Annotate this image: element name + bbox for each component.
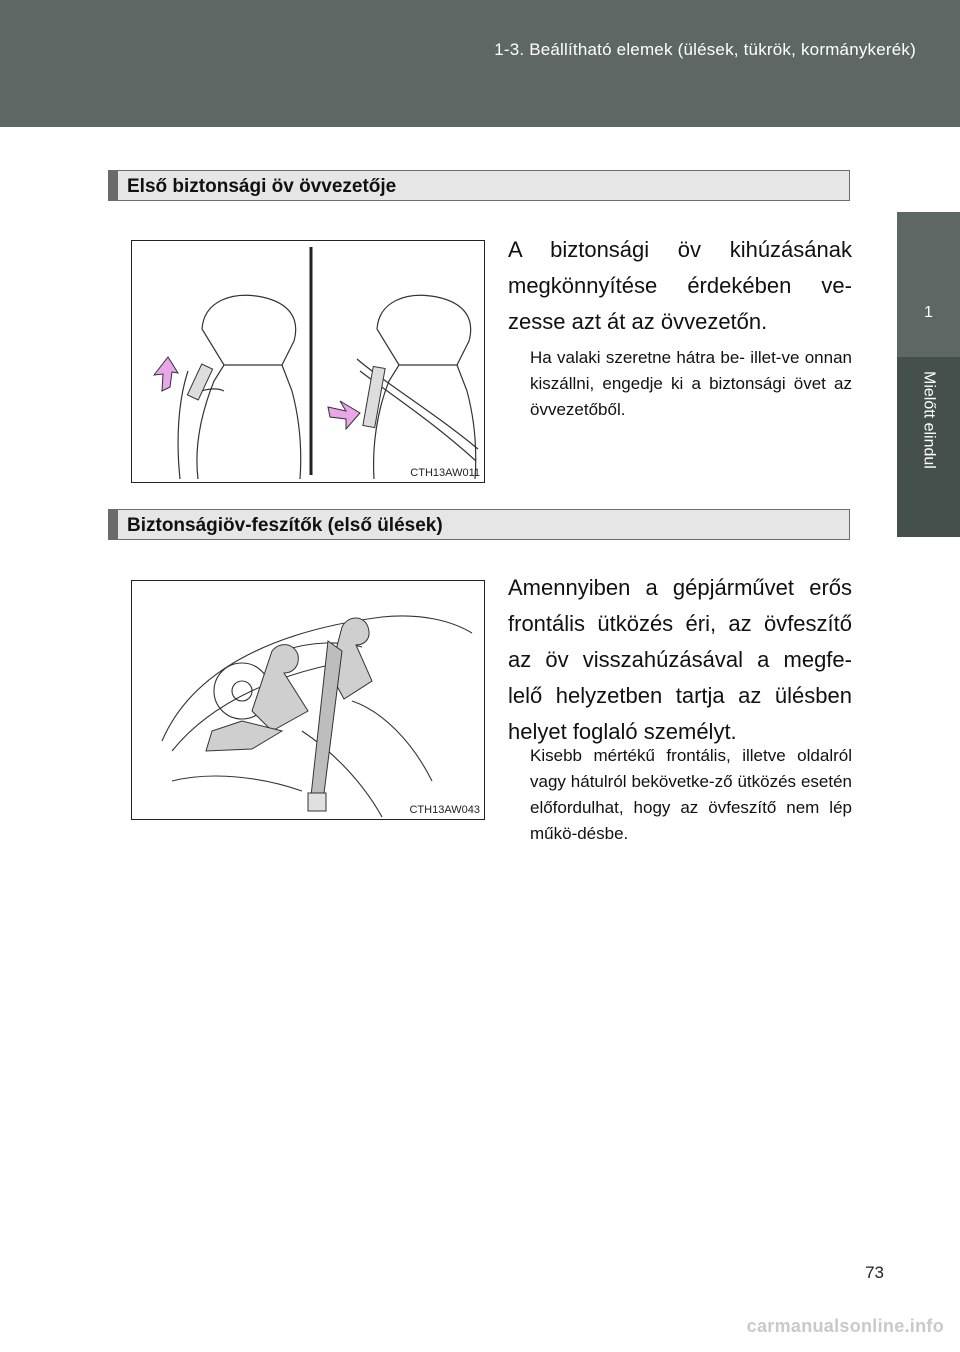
section-title: Biztonságiöv-feszítők (első ülések): [127, 515, 443, 536]
header-band: [0, 0, 960, 127]
belt-guide-illustration: [131, 240, 485, 483]
heading-marker: [109, 171, 118, 200]
seat-belt-guide-drawing: [132, 241, 485, 483]
chapter-number: 1: [924, 304, 933, 321]
pretensioner-description: Amennyiben a gépjárművet erős frontális ütközés éri, az övfeszítő az öv visszahúzásával a megfe-lelő helyzetben tartja az ülésben helyet foglaló személyt.: [508, 575, 852, 744]
chapter-tab-label-box: [897, 357, 960, 537]
site-watermark: carmanualsonline.info: [746, 1316, 944, 1336]
section-heading-pretensioners: [108, 509, 850, 540]
chapter-label: Mielőtt elindul: [920, 371, 938, 469]
section-heading-belt-guide: [108, 170, 850, 201]
figure-code: CTH13AW011: [410, 467, 480, 479]
belt-guide-instruction: A biztonsági öv kihúzásának megkönnyítése érdekében ve-zesse azt át az övvezetőn.: [508, 237, 852, 334]
section-title: Első biztonsági öv övvezetője: [127, 176, 397, 197]
pretensioner-illustration: [131, 580, 485, 820]
pretensioner-note: Kisebb mértékű frontális, illetve oldalról vagy hátulról bekövetke-ző ütközés esetén előfordulhat, hogy az övfeszítő nem lép műkö-désbe.: [530, 746, 852, 843]
figure-code: CTH13AW043: [409, 804, 480, 816]
chapter-title: 1-3. Beállítható elemek (ülések, tükrök, kormánykerék): [494, 40, 916, 59]
chapter-tab-number-box: [897, 212, 960, 357]
belt-guide-note: Ha valaki szeretne hátra be- illet-ve onnan kiszállni, engedje ki a biztonsági övet az övvezetőből.: [530, 348, 852, 419]
car-interior-drawing: [132, 581, 485, 820]
heading-marker: [109, 510, 118, 539]
page-number: 73: [865, 1263, 884, 1282]
